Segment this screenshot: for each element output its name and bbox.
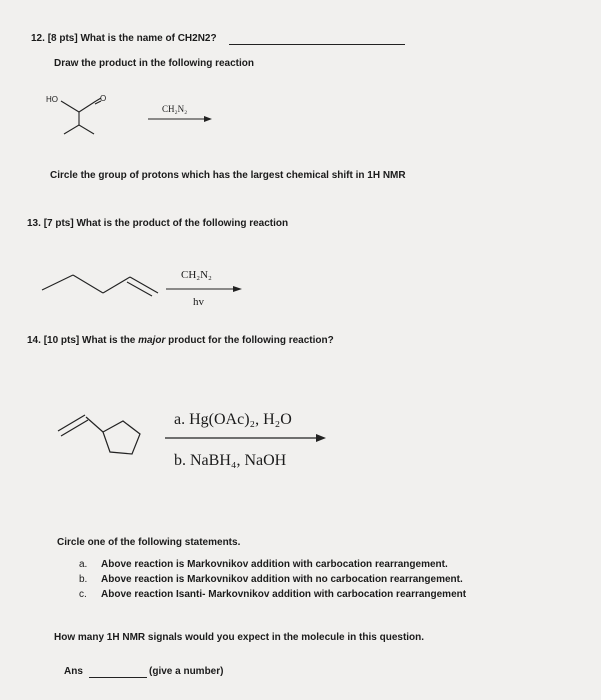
q14-vinyl-single — [86, 417, 103, 432]
q13-double-bond-a — [130, 277, 158, 293]
q12-reagent: CH₂N₂ — [162, 104, 188, 114]
q13-bond-2 — [73, 275, 103, 293]
q13-double-bond-b — [127, 282, 152, 296]
q12-reaction-arrow — [148, 116, 212, 122]
q14-ans-label: Ans — [64, 666, 83, 677]
q14-reaction-arrow — [165, 434, 326, 442]
q14-option-c-text: Above reaction Isanti- Markovnikov addition with carbocation rearrangement — [101, 589, 467, 600]
q13-bond-3 — [103, 277, 130, 293]
q13-reactant-structure — [42, 275, 158, 296]
q12-reactant-ho-label: HO — [46, 95, 58, 104]
q14-reactant-structure — [58, 415, 140, 454]
q13-number: 13. — [27, 218, 41, 229]
q14-vinyl-double-a — [58, 415, 85, 431]
q12-bond-methyl-left — [64, 125, 79, 134]
q13-bond-1 — [42, 275, 73, 290]
q14-number: 14. — [27, 335, 41, 346]
q14-option-c-label: c. — [79, 589, 87, 600]
q12-number: 12. — [31, 33, 45, 44]
q14-option-a-label: a. — [79, 559, 88, 570]
q14-option-b-text: Above reaction is Markovnikov addition with no carbocation rearrangement. — [101, 574, 463, 585]
q14-points: [10 pts] — [43, 335, 80, 346]
q14-reagent-a: a. Hg(OAc)₂, H₂O — [174, 411, 292, 428]
q14-cyclopentane-ring — [103, 421, 140, 454]
q12-question: What is the name of CH2N2? — [80, 33, 217, 44]
q12-reactant-structure — [61, 98, 101, 134]
q14-ans-hint: (give a number) — [149, 666, 224, 677]
q12-bond-co-1 — [96, 98, 101, 101]
q14-question-post: product for the following reaction? — [168, 335, 334, 346]
q14-option-a-text: Above reaction is Markovnikov addition with carbocation rearrangement. — [101, 559, 448, 570]
q13-points: [7 pts] — [43, 218, 74, 229]
q13-reagent: CH₂N₂ — [181, 269, 212, 281]
q12-bond-ho-c — [61, 101, 79, 112]
q14-question-emphasis: major — [138, 335, 166, 346]
q12-bond-methyl-right — [79, 125, 94, 134]
q14-option-b-label: b. — [79, 574, 88, 585]
q12-reactant-o-label: O — [100, 94, 107, 103]
q12-nmr-prompt: Circle the group of protons which has the largest chemical shift in 1H NMR — [50, 170, 406, 181]
q14-nmr-question: How many 1H NMR signals would you expect in the molecule in this question. — [54, 632, 425, 643]
q14-question-pre: What is the — [82, 335, 136, 346]
q13-question: What is the product of the following reaction — [76, 218, 289, 229]
q12-instruction: Draw the product in the following reaction — [54, 58, 255, 69]
q13-reaction-arrow — [166, 286, 242, 292]
q13-condition: hv — [193, 296, 204, 308]
q12-bond-carbonyl-c — [79, 101, 96, 112]
q14-reagent-b: b. NaBH₄, NaOH — [174, 452, 287, 469]
q14-vinyl-double-b — [61, 420, 88, 436]
q14-circle-prompt: Circle one of the following statements. — [57, 537, 241, 548]
q12-points: [8 pts] — [47, 33, 78, 44]
